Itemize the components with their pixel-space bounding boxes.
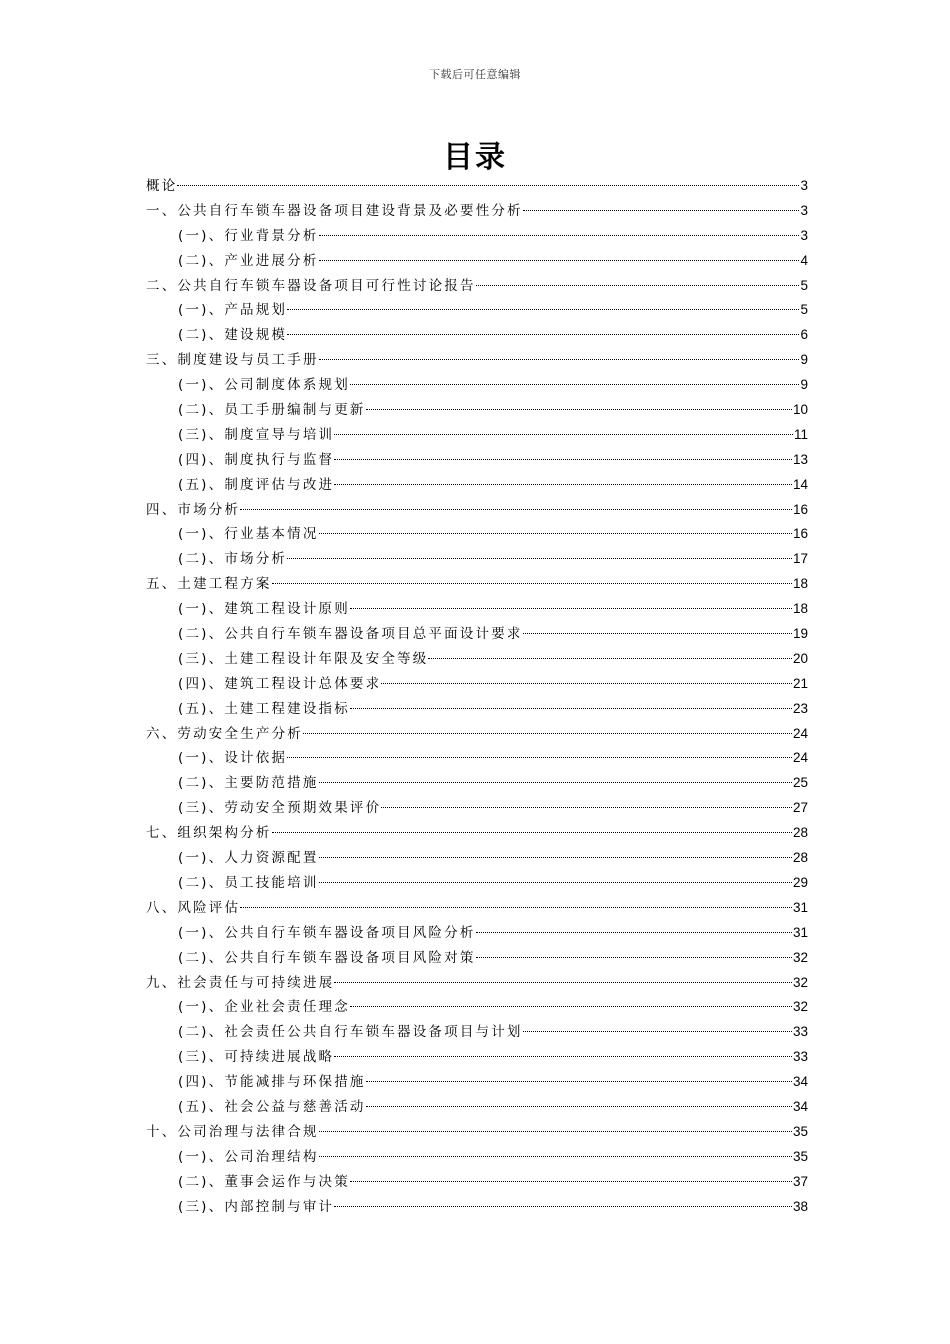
toc-entry[interactable] [146, 522, 808, 547]
toc-dot-leader [381, 807, 792, 808]
toc-dot-leader [523, 633, 792, 634]
toc-dot-leader [381, 683, 792, 684]
toc-entry-label: (一)、公司制度体系规划 [178, 377, 350, 394]
toc-entry[interactable] [146, 199, 808, 224]
toc-entry-label: (二)、公共自行车锁车器设备项目总平面设计要求 [178, 626, 523, 643]
toc-entry-label: (二)、公共自行车锁车器设备项目风险对策 [178, 949, 476, 966]
toc-entry[interactable] [146, 1020, 808, 1045]
toc-entry-page-number: 31 [792, 924, 808, 940]
toc-dot-leader [272, 832, 792, 833]
toc-entry-page-number: 25 [792, 775, 808, 791]
toc-entry-label: (四)、节能减排与环保措施 [178, 1074, 366, 1091]
toc-entry-page-number: 34 [792, 1098, 808, 1114]
toc-entry-label: (一)、人力资源配置 [178, 850, 319, 867]
toc-entry[interactable] [146, 746, 808, 771]
toc-entry[interactable] [146, 1145, 808, 1170]
toc-entry-page-number: 17 [792, 551, 808, 567]
toc-entry-label: (一)、公司治理结构 [178, 1148, 319, 1165]
toc-entry-page-number: 24 [792, 750, 808, 766]
toc-entry-page-number: 35 [792, 1148, 808, 1164]
toc-dot-leader [319, 857, 792, 858]
toc-entry-label: 十、公司治理与法律合规 [146, 1123, 319, 1140]
toc-entry-page-number: 19 [792, 626, 808, 642]
toc-dot-leader [319, 882, 792, 883]
toc-entry-page-number: 5 [800, 302, 808, 318]
toc-entry-page-number: 23 [792, 700, 808, 716]
toc-dot-leader [287, 309, 799, 310]
toc-entry-label: (一)、设计依据 [178, 750, 288, 767]
toc-entry[interactable] [146, 821, 808, 846]
toc-entry[interactable] [146, 971, 808, 996]
toc-dot-leader [366, 1081, 792, 1082]
toc-entry[interactable] [146, 398, 808, 423]
toc-entry-page-number: 34 [792, 1074, 808, 1090]
toc-entry-page-number: 3 [800, 227, 808, 243]
toc-entry-label: 概论 [146, 178, 178, 194]
toc-dot-leader [334, 982, 792, 983]
toc-entry-page-number: 3 [800, 178, 808, 193]
toc-dot-leader [366, 1106, 792, 1107]
toc-dot-leader [240, 509, 792, 510]
toc-entry[interactable] [146, 796, 808, 821]
toc-dot-leader [334, 434, 793, 435]
toc-entry-label: (四)、制度执行与监督 [178, 451, 335, 468]
toc-dot-leader [177, 185, 799, 186]
toc-entry-label: (一)、行业背景分析 [178, 227, 319, 244]
toc-entry-page-number: 13 [792, 451, 808, 467]
toc-entry[interactable] [146, 473, 808, 498]
toc-dot-leader [287, 334, 799, 335]
toc-entry[interactable] [146, 921, 808, 946]
toc-dot-leader [287, 757, 792, 758]
toc-entry-page-number: 11 [793, 426, 808, 442]
toc-entry[interactable] [146, 647, 808, 672]
toc-entry-label: (五)、社会公益与慈善活动 [178, 1098, 366, 1115]
toc-entry-page-number: 5 [800, 277, 808, 293]
toc-dot-leader [523, 1031, 792, 1032]
toc-dot-leader [428, 658, 792, 659]
toc-entry-label: 九、社会责任与可持续进展 [146, 974, 335, 991]
toc-entry-label: (三)、内部控制与审计 [178, 1198, 335, 1215]
page-title: 目录 [443, 140, 507, 175]
toc-dot-leader [334, 459, 792, 460]
toc-entry[interactable] [146, 547, 808, 572]
toc-entry[interactable] [146, 1120, 808, 1145]
toc-entry-page-number: 32 [792, 949, 808, 965]
toc-entry[interactable] [146, 622, 808, 647]
toc-entry-label: (三)、劳动安全预期效果评价 [178, 800, 382, 817]
toc-dot-leader [240, 907, 792, 908]
toc-entry-label: (二)、员工手册编制与更新 [178, 402, 366, 419]
toc-dot-leader [350, 708, 792, 709]
toc-entry-page-number: 35 [792, 1123, 808, 1139]
toc-dot-leader [334, 484, 792, 485]
toc-dot-leader [476, 932, 792, 933]
toc-entry-label: (二)、主要防范措施 [178, 775, 319, 792]
toc-entry-label: (一)、公共自行车锁车器设备项目风险分析 [178, 924, 476, 941]
toc-entry[interactable] [146, 174, 808, 199]
toc-entry-page-number: 14 [792, 476, 808, 492]
toc-dot-leader [319, 235, 800, 236]
toc-dot-leader [319, 359, 800, 360]
toc-entry-label: 八、风险评估 [146, 899, 241, 916]
toc-dot-leader [287, 558, 792, 559]
toc-entry-page-number: 18 [792, 601, 808, 617]
toc-dot-leader [303, 733, 792, 734]
toc-dot-leader [319, 1156, 792, 1157]
toc-entry[interactable] [146, 1045, 808, 1070]
toc-entry[interactable] [146, 722, 808, 747]
toc-entry-page-number: 3 [800, 202, 808, 218]
toc-dot-leader [319, 533, 792, 534]
toc-entry[interactable] [146, 498, 808, 523]
toc-entry-label: 一、公共自行车锁车器设备项目建设背景及必要性分析 [146, 202, 523, 219]
toc-entry-page-number: 10 [792, 402, 808, 418]
toc-entry-page-number: 21 [792, 675, 808, 691]
toc-entry-page-number: 16 [792, 501, 808, 517]
toc-entry-label: (二)、产业进展分析 [178, 252, 319, 269]
toc-entry-label: (三)、可持续进展战略 [178, 1049, 335, 1066]
toc-entry-label: (二)、员工技能培训 [178, 874, 319, 891]
toc-entry-label: 二、公共自行车锁车器设备项目可行性讨论报告 [146, 277, 476, 294]
toc-entry[interactable] [146, 697, 808, 722]
toc-dot-leader [366, 409, 792, 410]
toc-entry-label: (四)、建筑工程设计总体要求 [178, 675, 382, 692]
toc-entry-label: (二)、董事会运作与决策 [178, 1173, 350, 1190]
toc-entry-label: (三)、土建工程设计年限及安全等级 [178, 650, 429, 667]
toc-entry[interactable] [146, 274, 808, 299]
toc-entry[interactable] [146, 373, 808, 398]
toc-entry-page-number: 18 [792, 576, 808, 592]
toc-entry-page-number: 28 [792, 825, 808, 841]
toc-entry[interactable] [146, 572, 808, 597]
toc-dot-leader [334, 1206, 792, 1207]
toc-dot-leader [319, 1131, 792, 1132]
toc-dot-leader [350, 384, 800, 385]
toc-entry-label: (二)、建设规模 [178, 327, 288, 344]
toc-entry-label: (二)、社会责任公共自行车锁车器设备项目与计划 [178, 1024, 523, 1041]
toc-entry-label: 五、土建工程方案 [146, 576, 272, 593]
toc-entry[interactable] [146, 1070, 808, 1095]
toc-entry-label: 六、劳动安全生产分析 [146, 725, 303, 742]
toc-entry-page-number: 16 [792, 526, 808, 542]
toc-entry[interactable] [146, 995, 808, 1020]
toc-entry-label: 四、市场分析 [146, 501, 241, 518]
toc-entry-page-number: 28 [792, 850, 808, 866]
toc-dot-leader [350, 1006, 792, 1007]
toc-entry[interactable] [146, 1095, 808, 1120]
toc-dot-leader [476, 957, 792, 958]
toc-entry[interactable] [146, 323, 808, 348]
toc-entry-label: (一)、建筑工程设计原则 [178, 601, 350, 618]
toc-entry[interactable] [146, 298, 808, 323]
toc-entry-label: 三、制度建设与员工手册 [146, 352, 319, 369]
toc-entry-page-number: 9 [800, 377, 808, 393]
toc-entry-page-number: 27 [792, 800, 808, 816]
toc-dot-leader [476, 285, 800, 286]
toc-dot-leader [334, 1056, 792, 1057]
toc-entry[interactable] [146, 249, 808, 274]
toc-entry[interactable] [146, 597, 808, 622]
toc-dot-leader [319, 260, 800, 261]
toc-entry[interactable] [146, 946, 808, 971]
toc-entry[interactable] [146, 871, 808, 896]
page-header: 下载后可任意编辑 [429, 68, 521, 81]
toc-dot-leader [350, 608, 792, 609]
toc-entry-label: (一)、产品规划 [178, 302, 288, 319]
toc-entry[interactable] [146, 224, 808, 249]
toc-entry[interactable] [146, 423, 808, 448]
toc-entry[interactable] [146, 1170, 808, 1195]
toc-entry-label: (三)、制度宣导与培训 [178, 426, 335, 443]
toc-entry-page-number: 24 [792, 725, 808, 741]
toc-entry-label: (五)、土建工程建设指标 [178, 700, 350, 717]
toc-entry-page-number: 4 [800, 252, 808, 268]
toc-entry[interactable] [146, 672, 808, 697]
toc-entry[interactable] [146, 896, 808, 921]
toc-entry-page-number: 31 [792, 899, 808, 915]
toc-entry-label: (五)、制度评估与改进 [178, 476, 335, 493]
table-of-contents [146, 174, 808, 1219]
toc-entry[interactable] [146, 1195, 808, 1220]
toc-entry-label: (一)、行业基本情况 [178, 526, 319, 543]
toc-entry-label: 七、组织架构分析 [146, 825, 272, 842]
toc-entry-label: (一)、企业社会责任理念 [178, 999, 350, 1016]
toc-entry-page-number: 32 [792, 974, 808, 990]
toc-dot-leader [319, 782, 792, 783]
toc-entry-page-number: 37 [792, 1173, 808, 1189]
toc-entry[interactable] [146, 846, 808, 871]
toc-entry-page-number: 32 [792, 999, 808, 1015]
toc-entry-page-number: 9 [800, 352, 808, 368]
toc-entry[interactable] [146, 448, 808, 473]
toc-entry-label: (二)、市场分析 [178, 551, 288, 568]
toc-entry-page-number: 33 [792, 1049, 808, 1065]
toc-dot-leader [272, 583, 792, 584]
toc-entry-page-number: 20 [792, 650, 808, 666]
toc-dot-leader [350, 1181, 792, 1182]
toc-entry-page-number: 33 [792, 1024, 808, 1040]
toc-entry[interactable] [146, 771, 808, 796]
toc-entry-page-number: 38 [792, 1198, 808, 1214]
toc-entry-page-number: 6 [800, 327, 808, 343]
toc-entry[interactable] [146, 348, 808, 373]
toc-entry-page-number: 29 [792, 874, 808, 890]
toc-dot-leader [523, 210, 800, 211]
